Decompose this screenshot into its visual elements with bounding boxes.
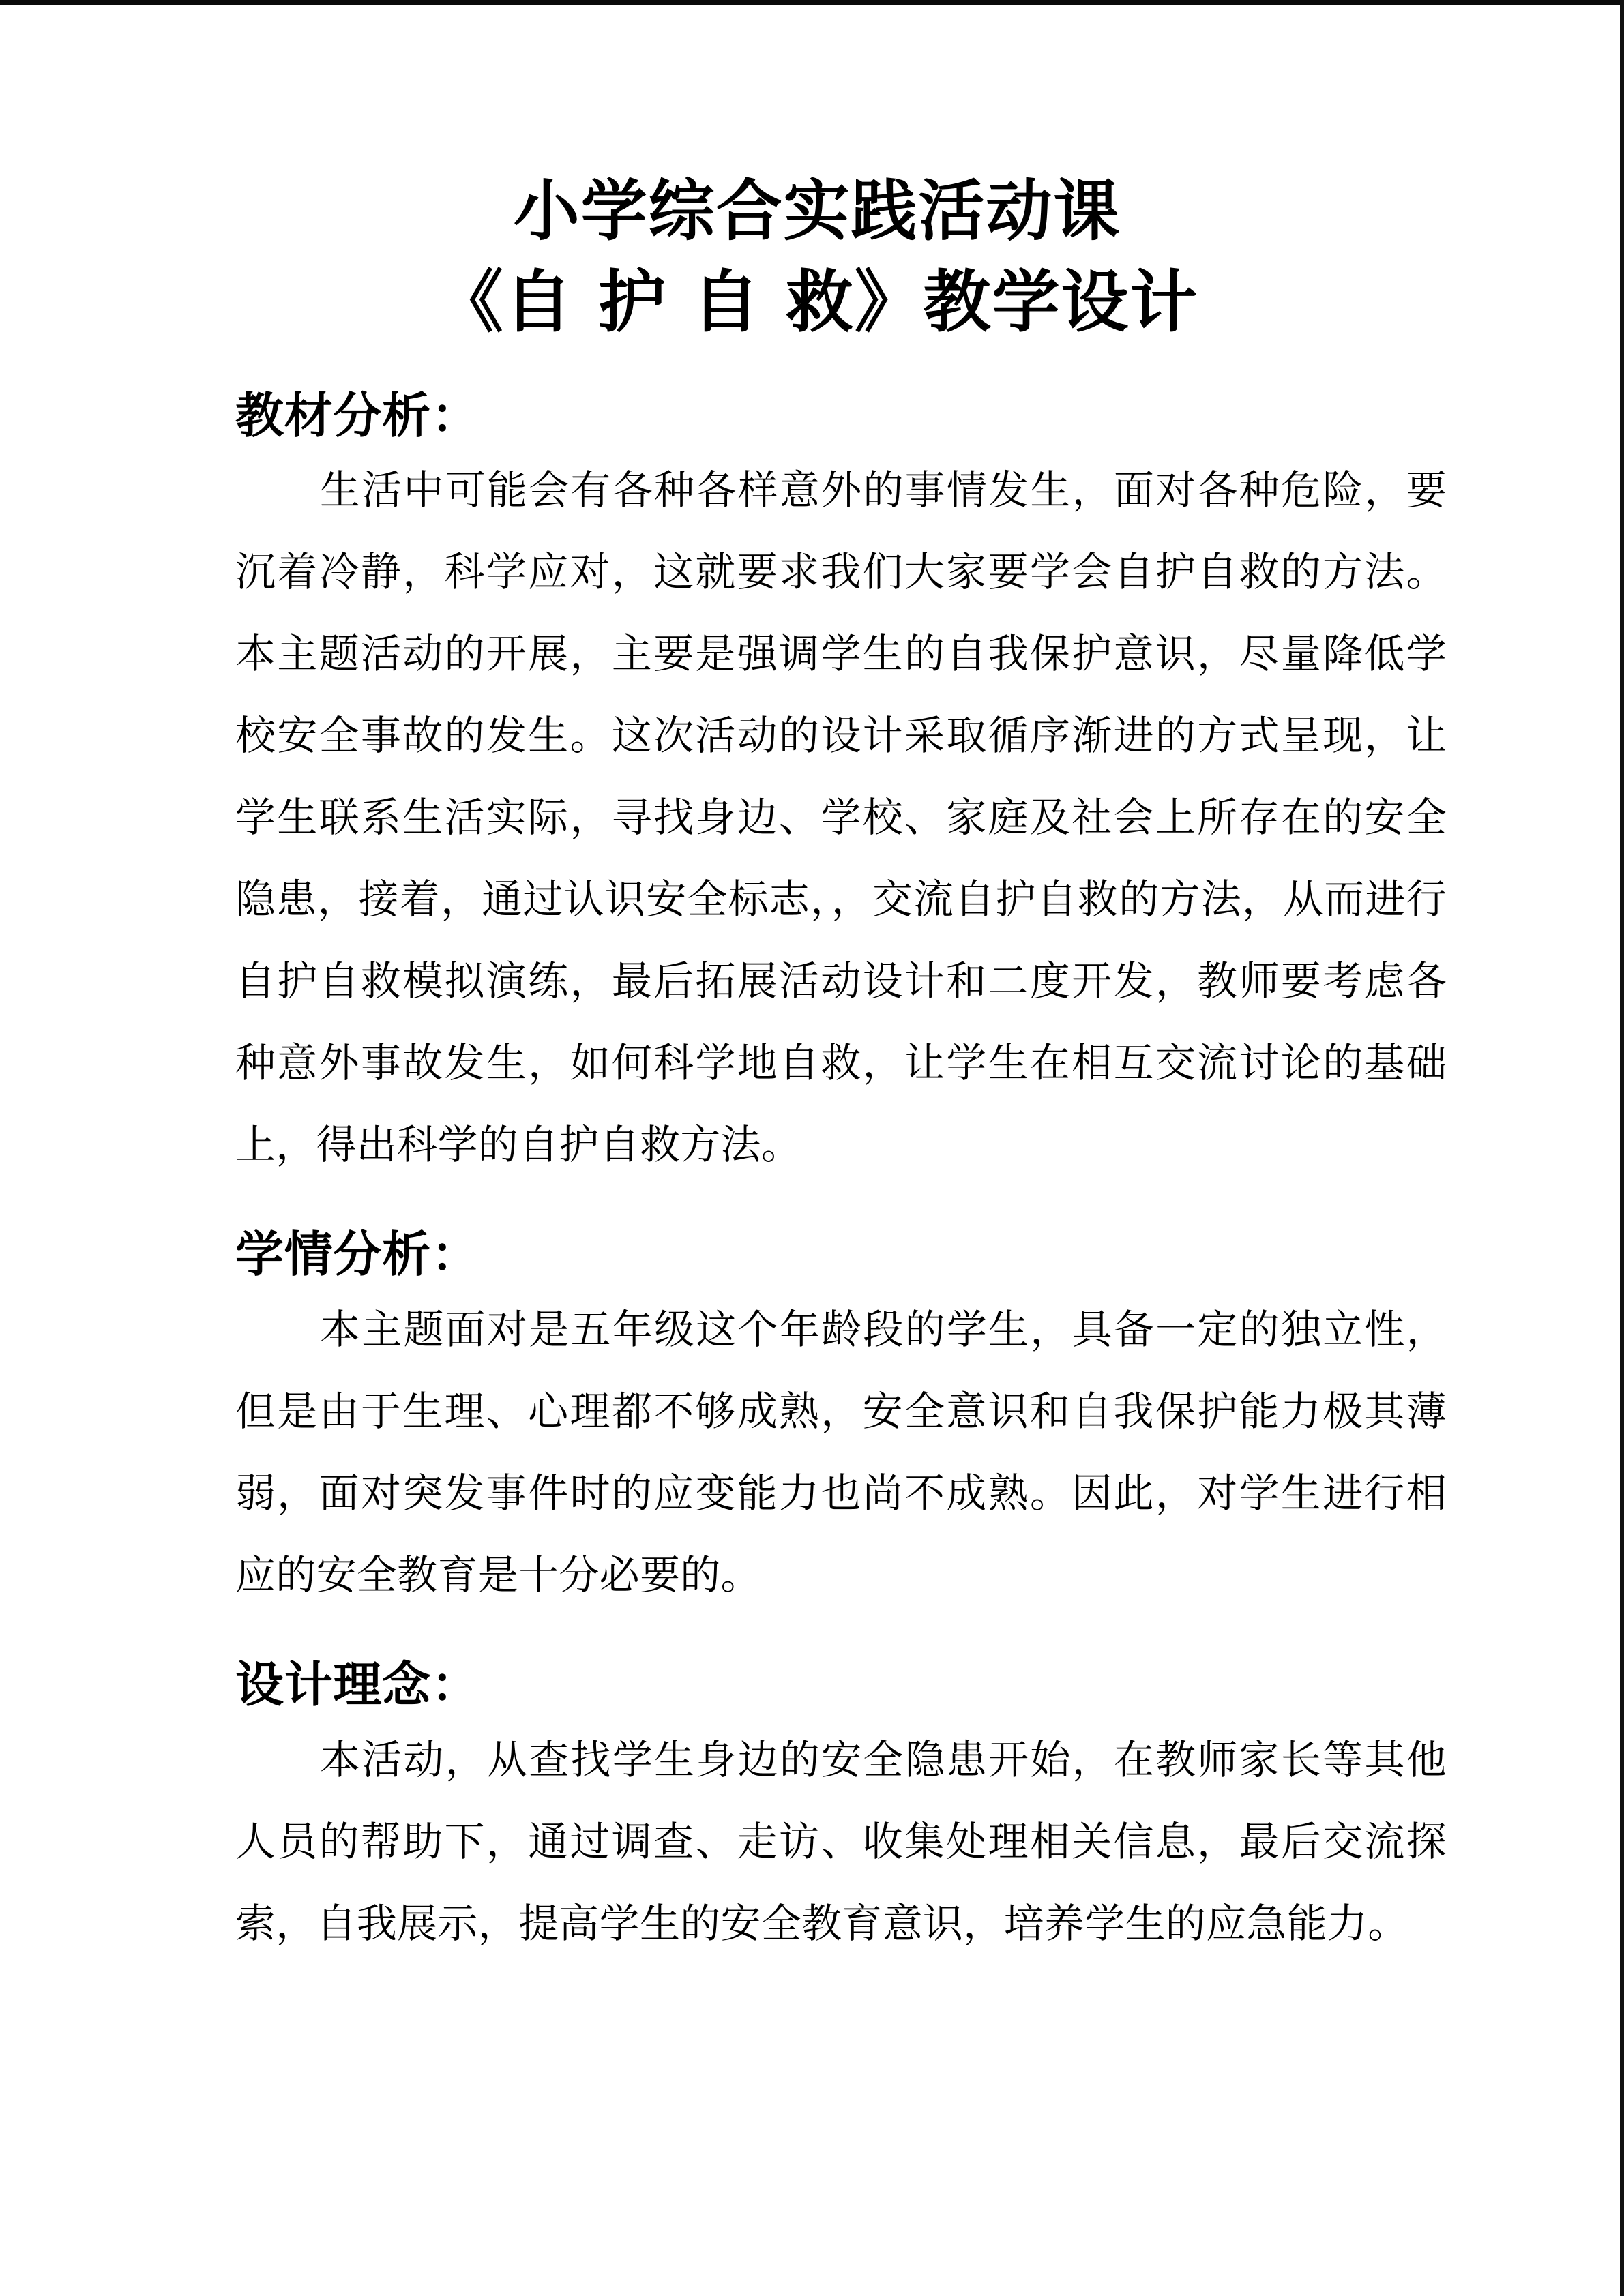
section-heading-design-philosophy: 设计理念：	[235, 1656, 480, 1713]
section-body-teaching-material-analysis: 生活中可能会有各种各样意外的事情发生，面对各种危险，要沉着冷静，科学应对，这就要求我们大家要学会自护自救的方法。本主题活动的开展，主要是强调学生的自我保护意识，尽量降低学校安全事故的发生。这次活动的设计采取循序渐进的方式呈现，让学生联系生活实际，寻找身边、学校、家庭及社会上所存在的安全隐患，接着，通过认识安全标志，，交流自护自救的方法，从而进行自护自救模拟演练，最后拓展活动设计和二度开发，教师要考虑各种意外事故发生，如何科学地自救，让学生在相互交流讨论的基础上，得出科学的自护自救方法。	[235, 466, 1447, 1169]
section-heading-teaching-material-analysis: 教材分析：	[235, 386, 480, 444]
section-body-student-situation-analysis: 本主题面对是五年级这个年龄段的学生，具备一定的独立性，但是由于生理、心理都不够成熟，安全意识和自我保护能力极其薄弱，面对突发事件时的应变能力也尚不成熟。因此，对学生进行相应的安全教育是十分必要的。	[235, 1306, 1447, 1598]
title-spacer	[235, 340, 1447, 358]
section-body-design-philosophy: 本活动，从查找学生身边的安全隐患开始，在教师家长等其他人员的帮助下，通过调查、走访、收集处理相关信息，最后交流探索，自我展示，提高学生的安全教育意识，培养学生的应急能力。	[235, 1735, 1447, 1947]
page-title	[235, 174, 1447, 340]
section-heading-student-situation-analysis: 学情分析：	[235, 1225, 480, 1283]
page-title-line-2: 《自 护 自 救》教学设计	[435, 262, 1199, 342]
page-title-line-1: 小学综合实践活动课	[513, 172, 1121, 250]
